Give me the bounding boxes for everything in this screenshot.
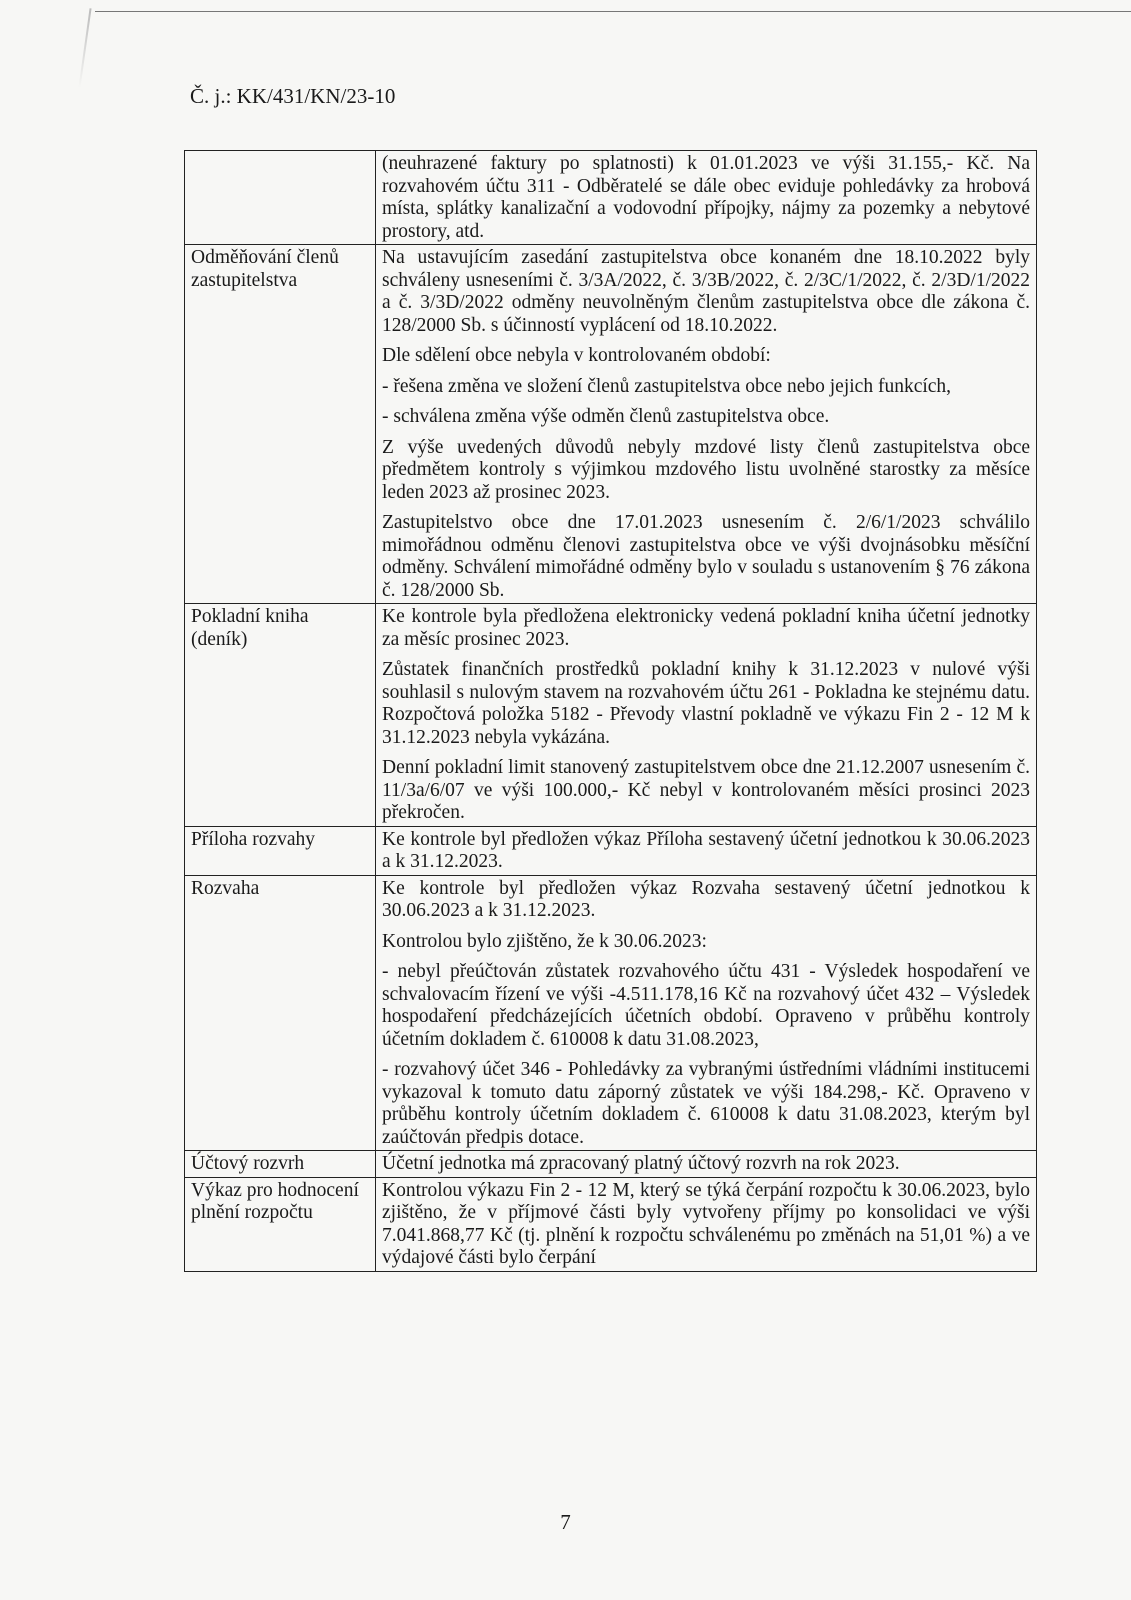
paragraph: Ke kontrole byl předložen výkaz Rozvaha sestavený účetní jednotkou k 30.06.2023 a k 31.12.2023. (382, 877, 1030, 921)
row-label: Výkaz pro hodnocení plnění rozpočtu (185, 1177, 376, 1271)
paragraph: Kontrolou výkazu Fin 2 - 12 M, který se týká čerpání rozpočtu k 30.06.2023, bylo zjištěno, že v příjmové části byly vytvořeny příjmy po konsolidaci ve výši 7.041.868,77 Kč (tj. plnění k rozpočtu schválenému po změnách na 51,01 %) a ve výdajové části bylo čerpání (382, 1179, 1030, 1268)
paragraph: - nebyl přeúčtován zůstatek rozvahového účtu 431 - Výsledek hospodaření ve schvalovacím řízení ve výši -4.511.178,16 Kč na rozvahový účet 432 – Výsledek hospodaření předcházejících účetních období. Opraveno v průběhu kontroly účetním dokladem č. 610008 k datu 31.08.2023, (382, 961, 1030, 1050)
row-content (376, 604, 1037, 827)
paragraph: Ke kontrole byla předložena elektronicky vedená pokladní kniha účetní jednotky za měsíc prosinec 2023. (382, 606, 1030, 650)
table-row (185, 826, 1037, 875)
row-label: Pokladní kniha (deník) (185, 604, 376, 827)
row-content (376, 875, 1037, 1151)
paragraph: Dle sdělení obce nebyla v kontrolovaném období: (382, 345, 771, 366)
paragraph: Ke kontrole byl předložen výkaz Příloha sestavený účetní jednotkou k 30.06.2023 a k 31.12.2023. (382, 828, 1030, 872)
paragraph: - rozvahový účet 346 - Pohledávky za vybranými ústředními vládními institucemi vykazoval k tomuto datu záporný zůstatek ve výši 184.298,- Kč. Opraveno v průběhu kontroly účetním dokladem č. 610008 k datu 31.08.2023, kterým byl zaúčtován předpis dotace. (382, 1059, 1030, 1148)
paper-fold-mark (78, 8, 91, 87)
document-reference: Č. j.: KK/431/KN/23-10 (190, 84, 396, 108)
paragraph: Kontrolou bylo zjištěno, že k 30.06.2023: (382, 930, 707, 952)
row-content (376, 245, 1037, 604)
paragraph: Z výše uvedených důvodů nebyly mzdové listy členů zastupitelstva obce předmětem kontroly s výjimkou mzdového listu uvolněné starostky za měsíce leden 2023 až prosinec 2023. (382, 436, 1030, 503)
row-content (376, 826, 1037, 875)
table-row (185, 151, 1037, 245)
row-label (185, 151, 376, 245)
row-label: Rozvaha (185, 875, 376, 1151)
row-label: Příloha rozvahy (185, 826, 376, 875)
row-label: Odměňování členů zastupitelstva (185, 245, 376, 604)
paragraph: (neuhrazené faktury po splatnosti) k 01.01.2023 ve výši 31.155,- Kč. Na rozvahovém účtu 311 - Odběratelé se dále obec eviduje pohledávky za hrobová místa, splátky kanalizační a vodovodní přípojky, nájmy za pozemky a nebytové prostory, atd. (382, 153, 1030, 242)
row-content (376, 151, 1037, 245)
paragraph: Zastupitelstvo obce dne 17.01.2023 usnesením č. 2/6/1/2023 schválilo mimořádnou odměnu členovi zastupitelstva obce ve výši dvojnásobku měsíční odměny. Schválení mimořádné odměny bylo v souladu s ustanovením § 76 zákona č. 128/2000 Sb. (382, 512, 1030, 601)
table-row (185, 1151, 1037, 1178)
row-content (376, 1151, 1037, 1178)
table-row (185, 875, 1037, 1151)
row-label: Účtový rozvrh (185, 1151, 376, 1178)
paragraph: Zůstatek finančních prostředků pokladní knihy k 31.12.2023 v nulové výši souhlasil s nulovým stavem na rozvahovém účtu 261 - Pokladna ke stejnému datu. Rozpočtová položka 5182 - Převody vlastní pokladně ve výkazu Fin 2 - 12 M k 31.12.2023 nebyla vykázána. (382, 659, 1030, 748)
paragraph: - řešena změna ve složení členů zastupitelstva obce nebo jejich funkcích, (382, 375, 952, 397)
paragraph: Účetní jednotka má zpracovaný platný účtový rozvrh na rok 2023. (382, 1153, 900, 1174)
scan-edge-line (95, 11, 1131, 12)
table-row (185, 245, 1037, 604)
row-content (376, 1177, 1037, 1271)
paragraph: Denní pokladní limit stanovený zastupitelstvem obce dne 21.12.2007 usnesením č. 11/3a/6/07 ve výši 100.000,- Kč nebyl v kontrolovaném měsíci prosinci 2023 překročen. (382, 757, 1030, 823)
table-row (185, 604, 1037, 827)
table-row (185, 1177, 1037, 1271)
audit-findings-table (184, 150, 1037, 1272)
page-number: 7 (560, 1510, 571, 1534)
paragraph: Na ustavujícím zasedání zastupitelstva obce konaném dne 18.10.2022 byly schváleny usneseními č. 3/3A/2022, č. 3/3B/2022, č. 2/3C/1/2022, č. 2/3D/1/2022 a č. 3/3D/2022 odměny neuvolněným členům zastupitelstva obce dle zákona č. 128/2000 Sb. s účinností vyplácení od 18.10.2022. (382, 247, 1030, 336)
paragraph: - schválena změna výše odměn členů zastupitelstva obce. (382, 406, 830, 427)
